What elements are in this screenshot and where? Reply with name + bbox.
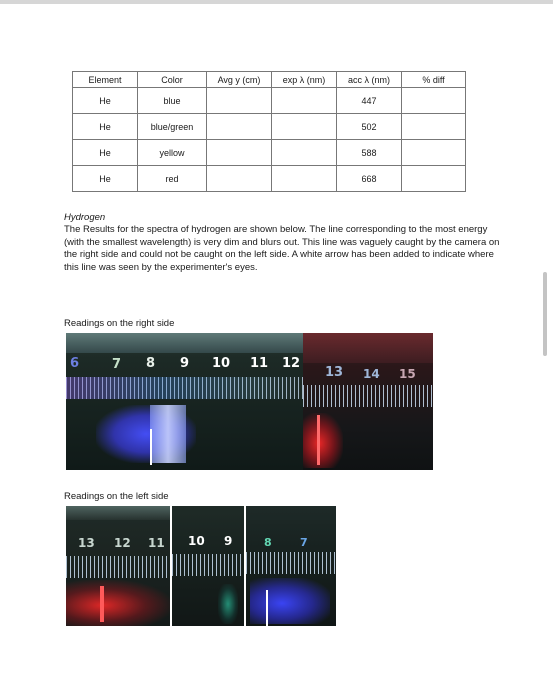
bright-blue-line bbox=[150, 405, 186, 463]
header-exp-lambda: exp λ (nm) bbox=[272, 72, 337, 88]
cell-acc-lambda: 447 bbox=[337, 88, 402, 114]
cell-exp-lambda bbox=[272, 140, 337, 166]
header-avg-y: Avg y (cm) bbox=[207, 72, 272, 88]
scale-ruler bbox=[172, 554, 244, 576]
cell-avg-y bbox=[207, 140, 272, 166]
cell-element: He bbox=[73, 114, 138, 140]
scale-label: 9 bbox=[224, 534, 233, 548]
scale-ruler bbox=[303, 385, 433, 407]
header-acc-lambda: acc λ (nm) bbox=[337, 72, 402, 88]
top-bar bbox=[0, 0, 553, 4]
header-element: Element bbox=[73, 72, 138, 88]
left-side-photo-scale-8-7 bbox=[246, 506, 336, 626]
white-arrow bbox=[150, 429, 152, 465]
left-side-photo-scale-13-11 bbox=[66, 506, 170, 626]
red-line bbox=[317, 415, 320, 465]
cell-color: red bbox=[138, 166, 207, 192]
hydrogen-heading: Hydrogen bbox=[64, 212, 106, 223]
scale-label: 8 bbox=[146, 356, 156, 371]
cell-avg-y bbox=[207, 88, 272, 114]
scale-label: 12 bbox=[282, 356, 301, 371]
right-side-photo-scale-6-12 bbox=[66, 333, 303, 470]
cell-element: He bbox=[73, 140, 138, 166]
table-row bbox=[73, 114, 466, 140]
cell-percent-diff bbox=[402, 166, 466, 192]
scale-label: 7 bbox=[300, 536, 308, 549]
scale-label: 12 bbox=[114, 536, 131, 550]
table-row bbox=[73, 88, 466, 114]
cell-color: blue/green bbox=[138, 114, 207, 140]
left-side-photo-scale-10-9 bbox=[172, 506, 244, 626]
table-row bbox=[73, 166, 466, 192]
header-color: Color bbox=[138, 72, 207, 88]
cell-exp-lambda bbox=[272, 166, 337, 192]
scale-label: 10 bbox=[188, 534, 205, 548]
cell-acc-lambda: 588 bbox=[337, 140, 402, 166]
scale-label: 11 bbox=[250, 356, 269, 371]
cell-exp-lambda bbox=[272, 114, 337, 140]
cell-color: yellow bbox=[138, 140, 207, 166]
scale-label: 11 bbox=[148, 536, 165, 550]
cell-percent-diff bbox=[402, 88, 466, 114]
hydrogen-paragraph: The Results for the spectra of hydrogen are shown below. The line corresponding to the most energy (with the smallest wavelength) is very dim and blurs out. This line was vaguely caught by the camera on the right side and could not be caught on the left side. A white arrow has been added to indicate where this line was seen by the experimenter's eyes. bbox=[64, 224, 500, 273]
scrollbar[interactable] bbox=[543, 272, 547, 356]
cell-element: He bbox=[73, 166, 138, 192]
scale-label: 13 bbox=[78, 536, 95, 550]
scale-label: 10 bbox=[212, 356, 231, 371]
scale-label: 6 bbox=[70, 356, 80, 371]
scale-label: 13 bbox=[325, 365, 344, 380]
scale-ruler bbox=[66, 556, 170, 578]
red-spectral-band bbox=[303, 413, 343, 468]
cell-color: blue bbox=[138, 88, 207, 114]
red-spectral-band bbox=[66, 580, 170, 626]
scale-label: 15 bbox=[399, 367, 416, 381]
spectra-table bbox=[72, 71, 466, 192]
cell-exp-lambda bbox=[272, 88, 337, 114]
scale-label: 7 bbox=[112, 357, 122, 372]
cell-percent-diff bbox=[402, 114, 466, 140]
left-side-label: Readings on the left side bbox=[64, 491, 169, 502]
blue-spectral-band bbox=[250, 578, 330, 624]
green-spectral-band bbox=[218, 584, 238, 624]
cell-element: He bbox=[73, 88, 138, 114]
cell-acc-lambda: 668 bbox=[337, 166, 402, 192]
header-percent-diff: % diff bbox=[402, 72, 466, 88]
photo-glare bbox=[66, 506, 170, 520]
cell-percent-diff bbox=[402, 140, 466, 166]
scale-ruler bbox=[246, 552, 336, 574]
cell-acc-lambda: 502 bbox=[337, 114, 402, 140]
cell-avg-y bbox=[207, 166, 272, 192]
right-side-photo-scale-13-15 bbox=[303, 333, 433, 470]
white-arrow bbox=[266, 590, 268, 626]
scale-label: 9 bbox=[180, 356, 190, 371]
photo-glare bbox=[66, 333, 303, 353]
red-line bbox=[100, 586, 104, 622]
scale-label: 8 bbox=[264, 536, 272, 549]
photo-glare bbox=[303, 333, 433, 363]
right-side-label: Readings on the right side bbox=[64, 318, 175, 329]
table-row bbox=[73, 140, 466, 166]
scale-label: 14 bbox=[363, 367, 380, 381]
spectrum-overlay bbox=[66, 377, 303, 399]
table-header-row bbox=[73, 72, 466, 88]
cell-avg-y bbox=[207, 114, 272, 140]
